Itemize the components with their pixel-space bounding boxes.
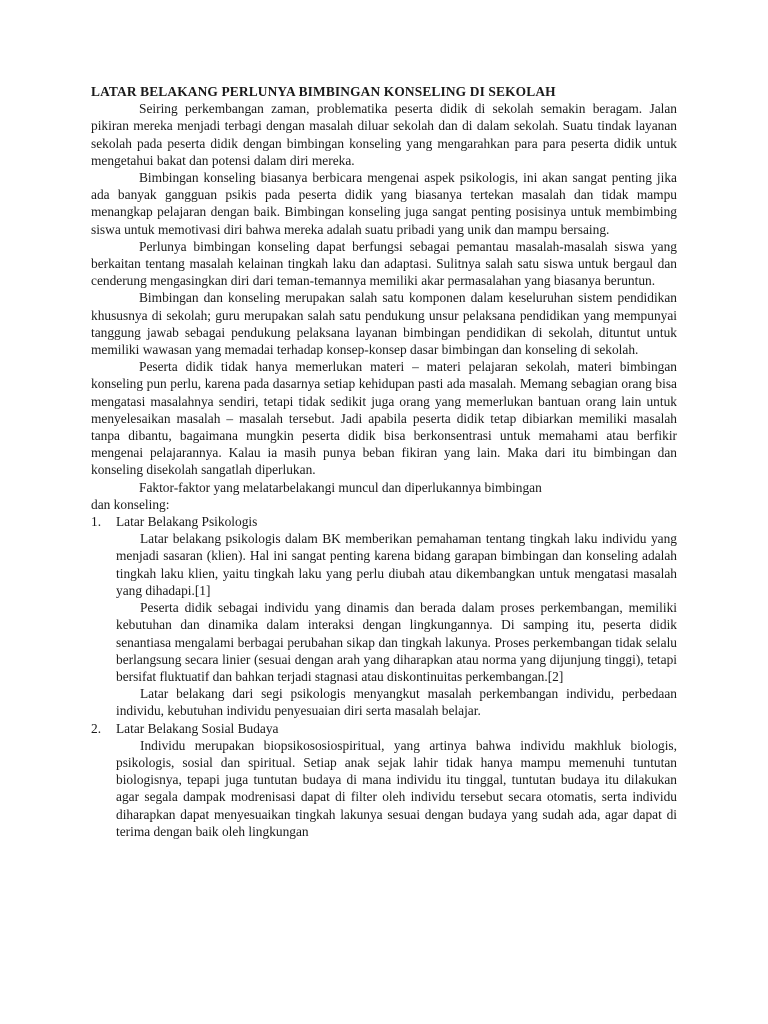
- section-paragraph: Latar belakang psikologis dalam BK memberikan pemahaman tentang tingkah laku individu yang menjadi sasaran (klien). Hal ini sangat penting karena bidang garapan bimbingan dan konseling adalah tingkah laku klien, yaitu tingkah laku yang perlu diubah atau dikembangkan untuk mengatasi masalah yang dihadapi.[1]: [116, 531, 677, 598]
- factors-intro-continuation: dan konseling:: [91, 496, 170, 512]
- section-paragraph: Latar belakang dari segi psikologis menyangkut masalah perkembangan individu, perbedaan individu, kebutuhan individu penyesuaian diri serta masalah belajar.: [116, 686, 677, 719]
- document-title: LATAR BELAKANG PERLUNYA BIMBINGAN KONSELING DI SEKOLAH: [91, 84, 556, 99]
- section-title: Latar Belakang Psikologis: [116, 514, 258, 530]
- intro-paragraph: Peserta didik tidak hanya memerlukan materi – materi pelajaran sekolah, materi bimbingan konseling pun perlu, karena pada dasarnya setiap kehidupan pasti ada masalah. Memang sebagian orang bisa mengatasi masalahnya sendiri, tetapi tidak sedikit juga orang yang memerlukan bantuan orang lain untuk menyelesaikan masalah – masalah tersebut. Jadi apabila peserta didik tetap dibiarkan memiliki masalah tanpa dibantu, bagaimana mungkin peserta didik bisa berkonsentrasi untuk memahami atau berfikir mengenai pelajarannya. Kalau ia masih punya beban fikiran yang lain. Maka dari itu bimbingan dan konseling disekolah sangatlah diperlukan.: [91, 359, 677, 478]
- document-page: [91, 83, 677, 840]
- section-paragraph: Individu merupakan biopsikososiospiritual, yang artinya bahwa individu makhluk biologis, psikologis, sosial dan spiritual. Setiap anak sejak lahir tidak hanya mampu memenuhi tuntutan biologisnya, tepapi juga tuntutan budaya di mana individu itu tinggal, tuntutan budaya itu dilakukan agar segala dampak modrenisasi dapat di filter oleh individu tersebut secara otomatis, serta individu diharapkan dapat menyesuaikan tingkah lakunya sesuai dengan budaya yang sudah ada, agar dapat di terima dengan baik oleh lingkungan: [116, 737, 677, 839]
- intro-paragraph: Bimbingan dan konseling merupakan salah satu komponen dalam keseluruhan sistem pendidikan khususnya di sekolah; guru merupakan salah satu pendukung unsur pelaksana pendidikan yang mempunyai tanggung jawab sebagai pendukung pelaksana layanan bimbingan pendidikan di sekolah, dituntut untuk memiliki wawasan yang memadai terhadap konsep-konsep dasar bimbingan dan konseling di sekolah.: [91, 290, 677, 358]
- section-title: Latar Belakang Sosial Budaya: [116, 720, 279, 736]
- intro-paragraph: Bimbingan konseling biasanya berbicara mengenai aspek psikologis, ini akan sangat penting jika ada banyak gangguan psikis pada peserta didik yang biasanya tertekan masalah dan tidak mampu menangkap pelajaran dengan baik. Bimbingan konseling juga sangat penting posisinya untuk membimbing siswa untuk memotivasi diri bahwa mereka adalah suatu pribadi yang unik dan mampu bersaing.: [91, 170, 677, 237]
- intro-paragraph: Perlunya bimbingan konseling dapat berfungsi sebagai pemantau masalah-masalah siswa yang berkaitan tentang masalah kelainan tingkah laku dan adaptasi. Sulitnya salah satu siswa untuk bergaul dan cenderung mengasingkan diri dari teman-temannya memiliki akar permasalahan yang biasanya beruntun.: [91, 238, 677, 289]
- section-paragraph: Peserta didik sebagai individu yang dinamis dan berada dalam proses perkembangan, memiliki kebutuhan dan dinamika dalam interaksi dengan lingkungannya. Di samping itu, peserta didik senantiasa mengalami berbagai perubahan sikap dan tingkah lakunya. Proses perkembangan tidak selalu berlangsung secara linier (sesuai dengan arah yang diharapkan atau norma yang dijunjung tinggi), tetapi bersifat fluktuatif dan bahkan terjadi stagnasi atau diskontinuitas perkembangan.[2]: [116, 600, 677, 684]
- factors-intro-line: Faktor-faktor yang melatarbelakangi muncul dan diperlukannya bimbingan: [139, 479, 542, 495]
- section-number: 1.: [91, 514, 102, 530]
- section-number: 2.: [91, 720, 102, 736]
- section-heading-psikologis: [91, 513, 677, 530]
- section-heading-sosial-budaya: [91, 720, 677, 737]
- intro-paragraph: Seiring perkembangan zaman, problematika peserta didik di sekolah semakin beragam. Jalan pikiran mereka menjadi terbagi dengan masalah diluar sekolah dan di dalam sekolah. Suatu tindak layanan sekolah pada peserta didik dengan bimbingan konseling yang mengarahkan para para peserta didik untuk mengetahui bakat dan potensi dalam diri mereka.: [91, 101, 677, 168]
